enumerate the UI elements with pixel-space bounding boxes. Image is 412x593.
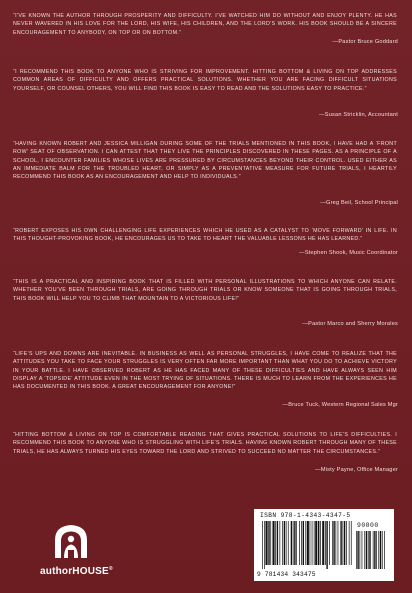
testimonial-quote: “THIS IS A PRACTICAL AND INSPIRING BOOK THAT IS FILLED WITH PERSONAL ILLUSTRATIONS TO WHICH ANYONE CAN RELATE. WHETHER YOU’VE BEEN THROUGH TRIALS, ARE GOING THROUGH TRIALS OR KNOW SOMEONE THAT IS GOING THROUGH TRIALS, THIS BOOK WILL HELP YOU TO CLIMB THAT MOUNTAIN TO A VICTORIOUS LIFE!” bbox=[13, 279, 397, 302]
barcode-bar bbox=[351, 521, 352, 565]
testimonial-quote: “HITTING BOTTOM & LIVING ON TOP IS COMFORTABLE READING THAT GIVES PRACTICAL SOLUTIONS TO LIFE’S DIFFICULTIES. I RECOMMEND THIS BOOK TO ANYONE WHO IS STRUGGLING WITH LIFE’S TRIALS. HAVING KNOWN ROBERT THROUGH MANY OF THESE TRIALS, HE HAS ALWAYS TURNED HIS EYES TOWARD THE LORD AND STRIVED TO SUCCEED NO MATTER THE CIRCUMSTANCES.” bbox=[13, 432, 397, 455]
barcode-bar bbox=[332, 521, 333, 565]
barcode-bar bbox=[333, 521, 334, 565]
barcode-bar bbox=[264, 521, 265, 569]
barcode-bar bbox=[284, 521, 285, 565]
ean13-bars bbox=[262, 521, 352, 569]
barcode-bar bbox=[349, 521, 350, 565]
isbn-barcode bbox=[254, 509, 394, 581]
barcode-bar bbox=[336, 521, 337, 565]
barcode-bar bbox=[294, 521, 295, 565]
barcode-bar bbox=[340, 521, 341, 565]
barcode-bar bbox=[293, 521, 294, 565]
publisher-name-text: authorHOUSE bbox=[40, 566, 109, 577]
testimonial-attribution: —Misty Payne, Office Manager bbox=[315, 467, 398, 473]
testimonial-quote: “HAVING KNOWN ROBERT AND JESSICA MILLIGAN DURING SOME OF THE TRIALS MENTIONED IN THIS BOOK, I HAVE HAD A ‘FRONT ROW’ SEAT OF OBSERVATION. I CAN ATTEST THAT THEY LIVE THE PRINCIPLES DISCOVERED IN THESE PAGES. AS A PRINCIPLE OF A SCHOOL, I ENCOUNTER FAMILIES WHOSE LIVES ARE PRESSURED BY CIRCUMSTANCES BEYOND THEIR CONTROL. USED EITHER AS AN IMMEDIATE BALM FOR THE TROUBLED HEART, OR SIMPLY AS A PREVENTATIVE MEASURE FOR FUTURE TRIALS, I HEARTILY RECOMMEND THIS BOOK AS AN ENCOURAGEMENT AND HELP TO INDIVIDUALS.” bbox=[13, 141, 397, 181]
barcode-bar bbox=[305, 521, 306, 565]
barcode-bar bbox=[384, 531, 385, 569]
barcode-bar bbox=[315, 521, 317, 565]
barcode-bar bbox=[262, 521, 263, 569]
testimonial-attribution: —Pastor Marco and Sherry Morales bbox=[302, 321, 398, 327]
testimonial-attribution: —Susan Stricklin, Accountant bbox=[319, 112, 398, 118]
testimonial-quote: “I RECOMMEND THIS BOOK TO ANYONE WHO IS STRIVING FOR IMPROVEMENT. HITTING BOTTOM & LIVING ON TOP ADDRESSES COMMON AREAS OF DIFFICULTY AND OFFERS PRACTICAL SOLUTIONS. WHETHER YOU ARE FACING DIFFICULT SITUATIONS YOURSELF, OR COUNSEL OTHERS, YOU WILL FIND THIS BOOK IS EASY TO READ AND THE SOLUTIONS EASY TO PRACTICE.” bbox=[13, 69, 397, 92]
testimonial-attribution: —Greg Beil, School Principal bbox=[320, 200, 398, 206]
barcode-bar bbox=[368, 531, 369, 569]
testimonial-attribution: —Stephen Shook, Music Coordinator bbox=[299, 250, 398, 256]
barcode-bar bbox=[356, 531, 357, 569]
barcode-bar bbox=[326, 521, 327, 569]
barcode-bar bbox=[273, 521, 275, 565]
barcode-bar bbox=[344, 521, 345, 565]
barcode-bar bbox=[296, 521, 297, 565]
barcode-bar bbox=[366, 531, 367, 569]
barcode-bar bbox=[378, 531, 379, 569]
testimonial-quote: “LIFE’S UPS AND DOWNS ARE INEVITABLE. IN BUSINESS AS WELL AS PERSONAL STRUGGLES, I HAVE COME TO REALIZE THAT THE ATTITUDES YOU TAKE TO FACE YOUR STRUGGLES IS VERY OFTEN FAR MORE IMPORTANT THAN WHAT YOU DO TO ACHIEVE VICTORY IN YOUR BATTLE. I HAVE OBSERVED ROBERT AS HE HAS FACED MANY OF THESE DIFFICULTIES AND HAVE ALWAYS SEEN HIM DISPLAY A ‘TOPSIDE’ ATTITUDE EVEN IN THE MOST TRYING OF SITUATIONS. THERE IS MUCH TO LEARN FROM THE EXPERIENCES HE HAS DOCUMENTED IN THIS BOOK. A GREAT ENCOURAGEMENT FOR ANYONE!” bbox=[13, 351, 397, 391]
barcode-bar bbox=[338, 521, 339, 565]
barcode-bar bbox=[282, 521, 283, 565]
price-code: 90000 bbox=[357, 522, 379, 529]
publisher-name bbox=[40, 566, 120, 577]
barcode-bar bbox=[288, 521, 289, 565]
barcode-digits: 9 781434 343475 bbox=[257, 571, 316, 578]
barcode-bar bbox=[310, 521, 311, 565]
barcode-bar bbox=[382, 531, 383, 569]
barcode-bar bbox=[376, 531, 377, 569]
barcode-bar bbox=[314, 521, 315, 565]
testimonial-quote: “I’VE KNOWN THE AUTHOR THROUGH PROSPERITY AND DIFFICULTY. I’VE WATCHED HIM DO WITHOUT AND ENJOY PLENTY. HE HAS NEVER WAVERED IN HIS LOVE FOR THE LORD, HIS WIFE, HIS CHILDREN, AND THE LORD’S WORK. HIS BOOK SHOULD BE A SINCERE ENCOURAGEMENT TO ANYBODY, ON TOP OR ON BOTTOM.” bbox=[13, 13, 397, 36]
barcode-bar bbox=[291, 521, 292, 565]
testimonial-quote: “ROBERT EXPOSES HIS OWN CHALLENGING LIFE EXPERIENCES WHICH HE USED AS A CATALYST TO ‘MOVE FORWARD’ IN LIFE. IN THIS THOUGHT-PROVOKING BOOK, HE ENCOURAGES US TO TAKE TO HEART THE VALUABLE LESSONS HE HAS LEARNED.” bbox=[13, 228, 397, 243]
barcode-bar bbox=[357, 531, 358, 569]
barcode-bar bbox=[301, 521, 302, 565]
barcode-bar bbox=[374, 531, 375, 569]
barcode-bar bbox=[270, 521, 271, 565]
registered-mark: ® bbox=[108, 566, 113, 572]
barcode-bar bbox=[275, 521, 276, 565]
publisher-logo bbox=[40, 522, 120, 582]
barcode-bar bbox=[303, 521, 304, 565]
testimonial-attribution: —Pastor Bruce Goddard bbox=[332, 39, 398, 45]
barcode-bar bbox=[329, 521, 330, 565]
barcode-bar bbox=[360, 531, 361, 569]
barcode-bar bbox=[312, 521, 313, 565]
barcode-bar bbox=[286, 521, 287, 565]
barcode-bar bbox=[318, 521, 319, 565]
barcode-bar bbox=[364, 531, 365, 569]
barcode-bar bbox=[325, 521, 326, 565]
barcode-bar bbox=[322, 521, 324, 565]
authorhouse-arch-logo-icon bbox=[51, 522, 91, 562]
barcode-bar bbox=[299, 521, 300, 565]
barcode-bar bbox=[346, 521, 347, 565]
barcode-bar bbox=[362, 531, 363, 569]
barcode-bar bbox=[373, 531, 374, 569]
price-addon-bars bbox=[356, 531, 386, 569]
barcode-bar bbox=[277, 521, 278, 565]
barcode-bar bbox=[369, 531, 370, 569]
barcode-bar bbox=[380, 531, 381, 569]
barcode-bar bbox=[307, 521, 309, 565]
barcode-bar bbox=[268, 521, 269, 565]
isbn-text: ISBN 978-1-4343-4347-5 bbox=[260, 512, 351, 519]
testimonial-attribution: —Bruce Tuck, Western Regional Sales Mgr bbox=[282, 402, 398, 408]
barcode-bar bbox=[343, 521, 344, 565]
barcode-bar bbox=[266, 521, 268, 565]
barcode-bar bbox=[320, 521, 321, 565]
barcode-bar bbox=[280, 521, 281, 565]
